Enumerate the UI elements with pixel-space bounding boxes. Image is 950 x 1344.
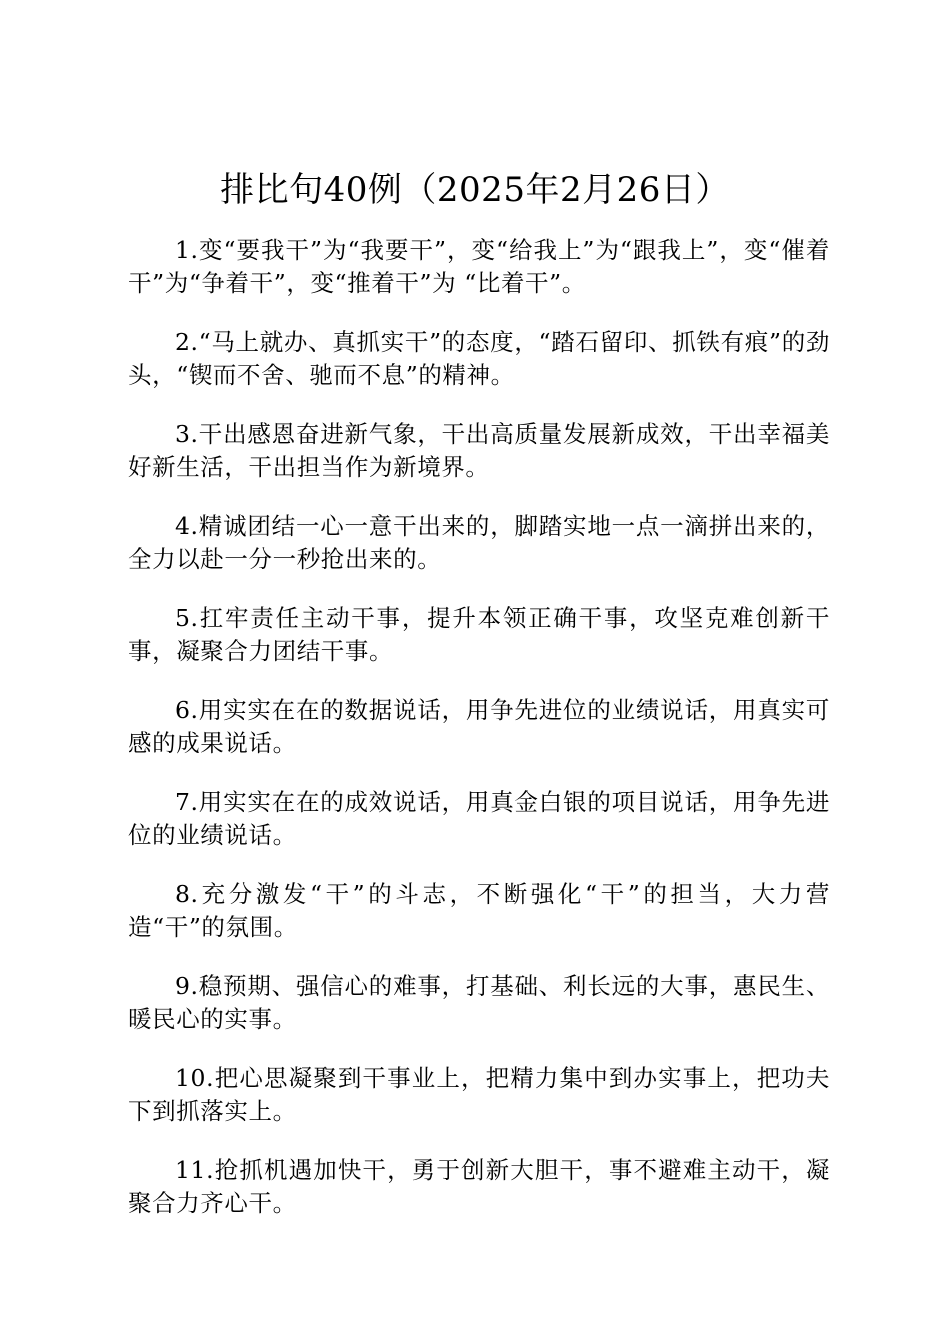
paragraph-8: 8.充分激发“干”的斗志，不断强化“干”的担当，大力营造“干”的氛围。: [128, 880, 830, 941]
paragraph-10: 10.把心思凝聚到干事业上，把精力集中到办实事上，把功夫下到抓落实上。: [128, 1064, 830, 1125]
document-title: 排比句40例（2025年2月26日）: [220, 170, 730, 210]
paragraph-11: 11.抢抓机遇加快干，勇于创新大胆干，事不避难主动干，凝聚合力齐心干。: [128, 1156, 830, 1217]
paragraph-1: 1.变“要我干”为“我要干”，变“给我上”为“跟我上”，变“催着干”为“争着干”，变“推着干”为 “比着干”。: [128, 236, 830, 297]
paragraph-3: 3.干出感恩奋进新气象，干出高质量发展新成效，干出幸福美好新生活，干出担当作为新境界。: [128, 420, 830, 481]
paragraph-7: 7.用实实在在的成效说话，用真金白银的项目说话，用争先进位的业绩说话。: [128, 788, 830, 849]
paragraph-9: 9.稳预期、强信心的难事，打基础、利长远的大事，惠民生、暖民心的实事。: [128, 972, 830, 1033]
paragraph-6: 6.用实实在在的数据说话，用争先进位的业绩说话，用真实可感的成果说话。: [128, 696, 830, 757]
paragraph-4: 4.精诚团结一心一意干出来的，脚踏实地一点一滴拼出来的，全力以赴一分一秒抢出来的。: [128, 512, 830, 573]
paragraph-2: 2.“马上就办、真抓实干”的态度，“踏石留印、抓铁有痕”的劲头，“锲而不舍、驰而不息”的精神。: [128, 328, 830, 389]
paragraph-5: 5.扛牢责任主动干事，提升本领正确干事，攻坚克难创新干事，凝聚合力团结干事。: [128, 604, 830, 665]
document-body: [128, 234, 830, 1246]
